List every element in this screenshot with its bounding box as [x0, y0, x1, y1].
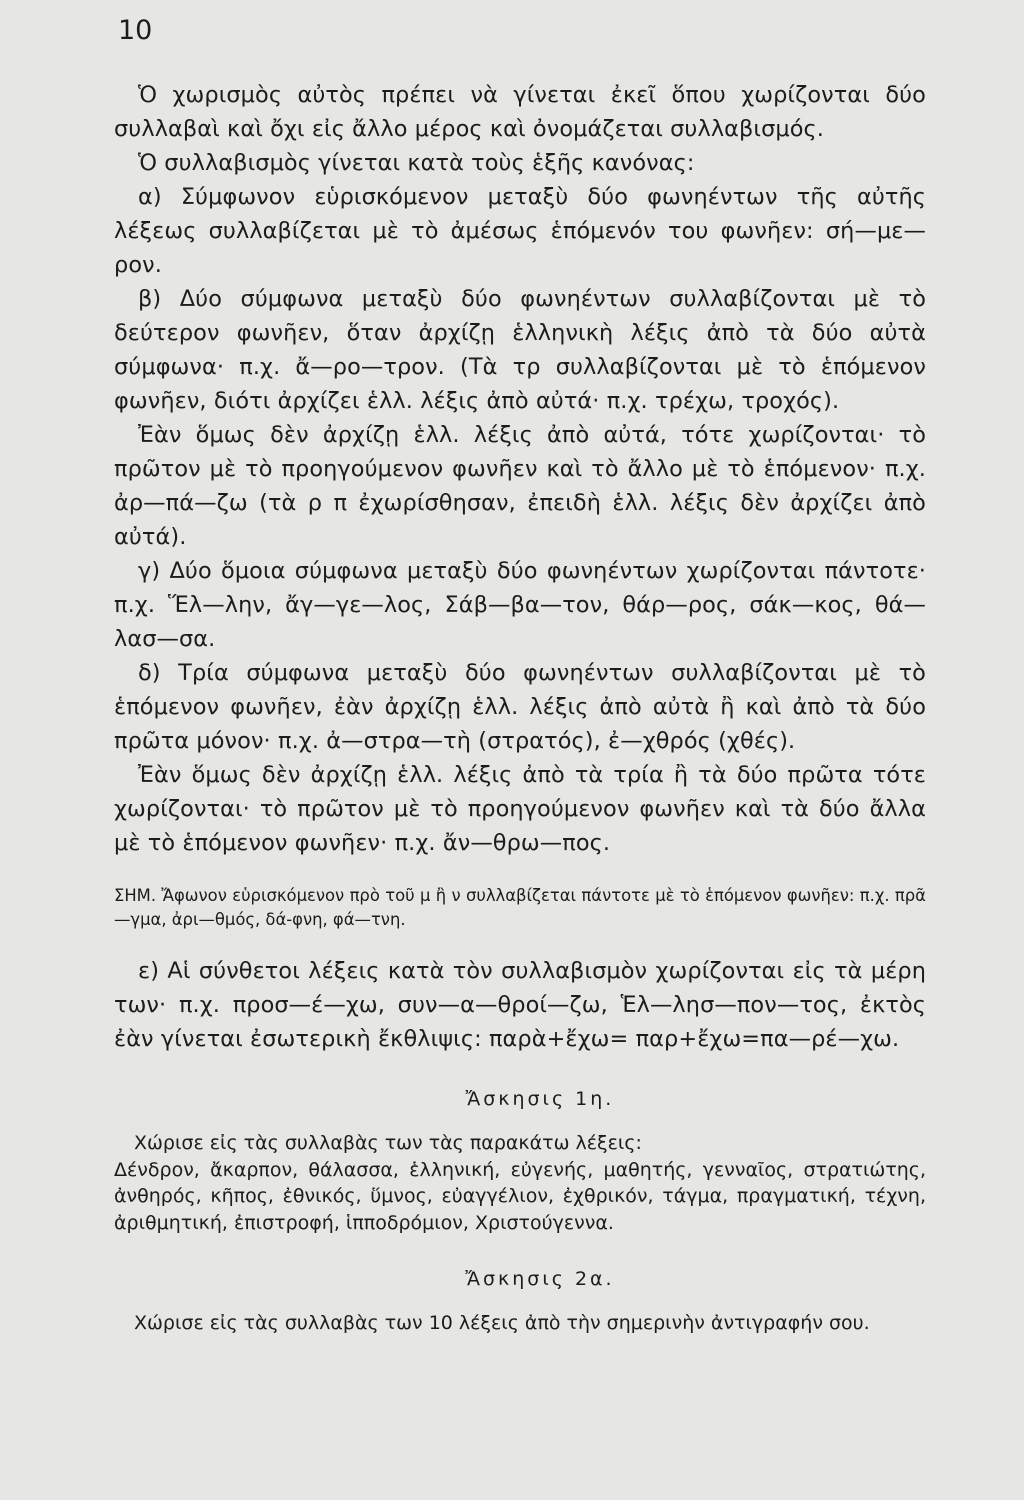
- paragraph-rule-d-exception: Ἐὰν ὅμως δὲν ἀρχίζῃ ἑλλ. λέξις ἀπὸ τὰ τρία ἢ τὰ δύο πρῶτα τότε χωρίζονται· τὸ πρῶτον μὲ τὸ προηγούμενον φωνῆεν καὶ τὰ δύο ἄλλα μὲ τὸ ἑπόμενον φωνῆεν· π.χ. ἄν—θρω—πος.: [114, 762, 926, 856]
- paragraph-rule-c: γ) Δύο ὅμοια σύμφωνα μεταξὺ δύο φωνηέντων χωρίζονται πάντοτε· π.χ. Ἕλ—λην, ἄγ—γε—λος, Σάβ—βα—τον, θάρ—ρος, σάκ—κος, θά—λασ—σα.: [114, 558, 926, 652]
- exercise-2-instruction: Χώρισε εἰς τὰς συλλαβὰς των 10 λέξεις ἀπὸ τὴν σημερινὴν ἀντιγραφήν σου.: [134, 1312, 870, 1334]
- main-text: [114, 78, 926, 860]
- paragraph-rule-e: ε) Αἱ σύνθετοι λέξεις κατὰ τὸν συλλαβισμὸν χωρίζονται εἰς τὰ μέρη των· π.χ. προσ—έ—χω, συν—α—θροί—ζω, Ἑλ—λησ—πον—τος, ἐκτὸς ἐὰν γίνεται ἐσωτερικὴ ἔκθλιψις: παρὰ+ἔχω= παρ+ἔχω=πα—ρέ—χω.: [114, 958, 926, 1052]
- exercise-2-title: Ἄσκησις 2α.: [465, 1268, 615, 1290]
- footnote: ΣΗΜ. Ἄφωνον εὑρισκόμενον πρὸ τοῦ μ ἢ ν συλλαβίζεται πάντοτε μὲ τὸ ἑπόμενον φωνῆεν: π.χ. πρᾶ—γμα, ἀρι—θμός, δά-φνη, φά—τνη.: [114, 886, 926, 929]
- exercise-1-title: Ἄσκησις 1η.: [465, 1088, 615, 1110]
- paragraph-rule-b-exception: Ἐὰν ὅμως δὲν ἀρχίζῃ ἑλλ. λέξις ἀπὸ αὐτά, τότε χωρίζονται· τὸ πρῶτον μὲ τὸ προηγούμενον φωνῆεν καὶ τὸ ἄλλο μὲ τὸ ἑπόμενον· π.χ. ἀρ—πά—ζω (τὰ ρ π ἐχωρίσθησαν, ἐπειδὴ ἑλλ. λέξις δὲν ἀρχίζει ἀπὸ αὐτά).: [114, 422, 926, 550]
- exercise-1-instruction: Χώρισε εἰς τὰς συλλαβὰς των τὰς παρακάτω λέξεις:: [134, 1132, 642, 1154]
- paragraph-rule-b: β) Δύο σύμφωνα μεταξὺ δύο φωνηέντων συλλαβίζονται μὲ τὸ δεύτερον φωνῆεν, ὅταν ἀρχίζῃ ἑλληνικὴ λέξις ἀπὸ τὰ δύο αὐτὰ σύμφωνα· π.χ. ἄ—ρο—τρον. (Τὰ τρ συλλαβίζονται μὲ τὸ ἑπόμενον φωνῆεν, διότι ἀρχίζει ἑλλ. λέξις ἀπὸ αὐτά· π.χ. τρέχω, τροχός).: [114, 286, 926, 414]
- paragraph-rule-d: δ) Τρία σύμφωνα μεταξὺ δύο φωνηέντων συλλαβίζονται μὲ τὸ ἑπόμενον φωνῆεν, ἐὰν ἀρχίζῃ ἑλλ. λέξις ἀπὸ αὐτὰ ἢ καὶ ἀπὸ τὰ δύο πρῶτα μόνον· π.χ. ἀ—στρα—τὴ (στρατός), ἐ—χθρός (χθές).: [114, 660, 926, 754]
- exercise-1-words: Δένδρον, ἄκαρπον, θάλασσα, ἑλληνική, εὐγενής, μαθητής, γενναῖος, στρατιώτης, ἀνθηρός, κῆπος, ἐθνικός, ὕμνος, εὐαγγέλιον, ἐχθρικόν, τάγμα, πραγματική, τέχνη, ἀριθμητική, ἐπιστροφή, ἱπποδρόμιον, Χριστούγεννα.: [114, 1158, 926, 1234]
- paragraph-rule-a: α) Σύμφωνον εὑρισκόμενον μεταξὺ δύο φωνηέντων τῆς αὐτῆς λέξεως συλλαβίζεται μὲ τὸ ἀμέσως ἑπόμενόν του φωνῆεν: σή—με—ρον.: [114, 184, 926, 278]
- rule-e-block: [114, 954, 926, 1056]
- paragraph-intro: Ὁ χωρισμὸς αὐτὸς πρέπει νὰ γίνεται ἐκεῖ ὅπου χωρίζονται δύο συλλαβαὶ καὶ ὄχι εἰς ἄλλο μέρος καὶ ὀνομάζεται συλλαβισμός.: [114, 82, 926, 142]
- page-number: 10: [118, 15, 153, 46]
- paragraph-rules-heading: Ὁ συλλαβισμὸς γίνεται κατὰ τοὺς ἑξῆς κανόνας:: [138, 150, 695, 176]
- page-content: [114, 78, 926, 1337]
